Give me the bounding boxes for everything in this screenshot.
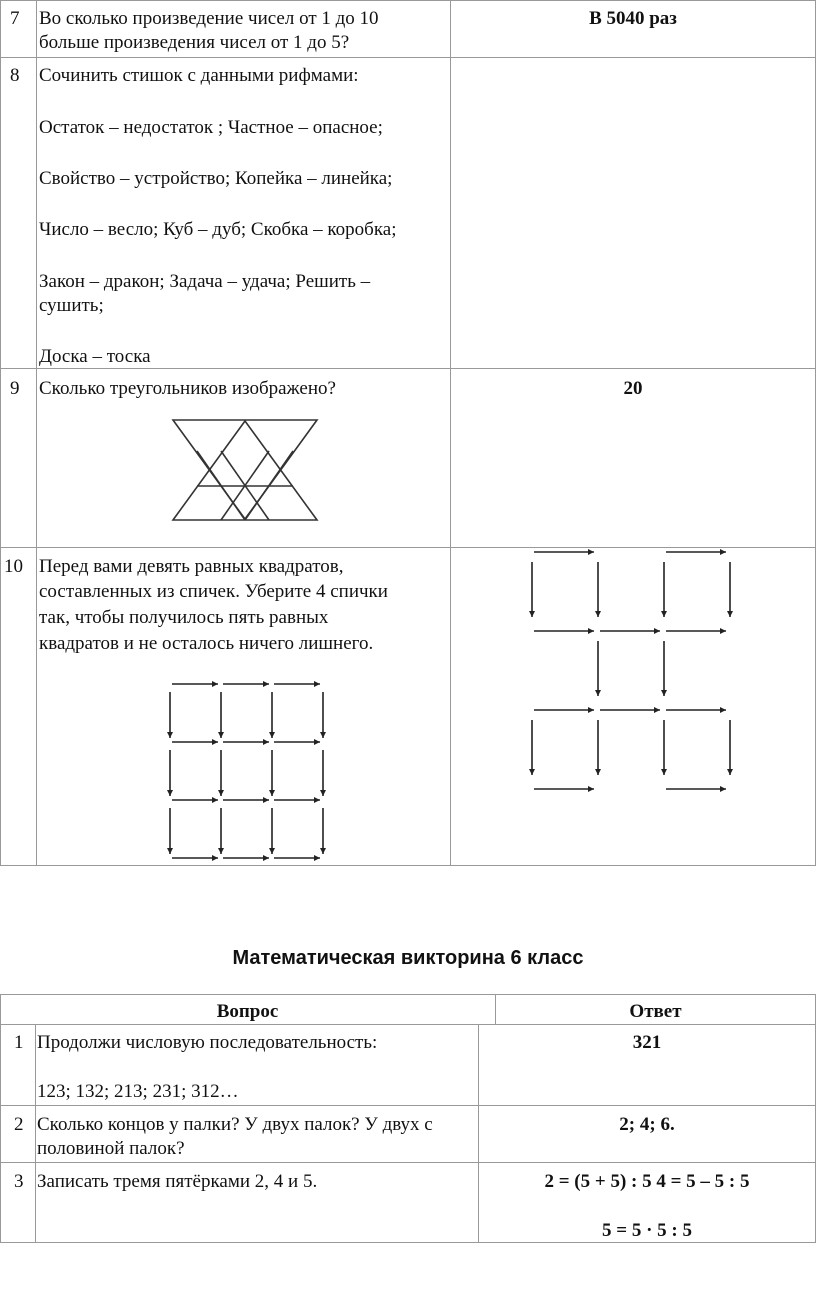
- matchstick: [320, 808, 326, 854]
- matchstick: [600, 628, 660, 634]
- matchstick: [529, 720, 535, 775]
- matchstick: [223, 681, 269, 687]
- section-title: Математическая викторина 6 класс: [232, 947, 584, 969]
- matchsticks-answer-figure: [520, 544, 750, 794]
- matchstick: [534, 786, 594, 792]
- question-text: квадратов и не осталось ничего лишнего.: [39, 633, 374, 654]
- rhyme-line: Остаток – недостаток ; Частное – опасное;: [39, 117, 383, 138]
- matchstick: [661, 641, 667, 696]
- matchstick: [172, 681, 218, 687]
- question-text: 123; 132; 213; 231; 312…: [37, 1081, 239, 1102]
- rhyme-line: Доска – тоска: [39, 346, 151, 367]
- row-number: 3: [14, 1171, 24, 1192]
- answer-text: 5 = 5 · 5 : 5: [602, 1220, 692, 1241]
- answer-text: 2 = (5 + 5) : 5 4 = 5 – 5 : 5: [544, 1171, 750, 1192]
- row-number: 7: [10, 8, 20, 29]
- matchstick: [218, 692, 224, 738]
- matchstick: [727, 720, 733, 775]
- matchstick: [274, 797, 320, 803]
- matchstick: [320, 692, 326, 738]
- matchstick: [320, 750, 326, 796]
- question-text: Записать тремя пятёрками 2, 4 и 5.: [37, 1171, 318, 1192]
- rhyme-line: Свойство – устройство; Копейка – линейка;: [39, 168, 393, 189]
- rhyme-line: Число – весло; Куб – дуб; Скобка – коробка;: [39, 219, 397, 240]
- matchstick: [172, 797, 218, 803]
- question-text: половиной палок?: [37, 1138, 185, 1159]
- matchstick: [529, 562, 535, 617]
- matchstick: [218, 750, 224, 796]
- answer-text: 321: [632, 1032, 662, 1053]
- matchstick: [269, 750, 275, 796]
- matchstick: [666, 549, 726, 555]
- matchstick: [274, 739, 320, 745]
- matchstick: [727, 562, 733, 617]
- question-text: так, чтобы получилось пять равных: [39, 607, 329, 628]
- matchstick: [600, 707, 660, 713]
- question-text: Во сколько произведение чисел от 1 до 10: [39, 8, 379, 29]
- answer-text: 2; 4; 6.: [619, 1114, 675, 1135]
- matchstick: [595, 641, 601, 696]
- row-number: 2: [14, 1114, 24, 1135]
- question-text: Сколько треугольников изображено?: [39, 378, 336, 399]
- question-text: Сочинить стишок с данными рифмами:: [39, 65, 359, 86]
- question-text: составленных из спичек. Уберите 4 спички: [39, 581, 388, 602]
- answer-text: В 5040 раз: [589, 8, 677, 29]
- matchstick: [274, 681, 320, 687]
- matchstick: [269, 808, 275, 854]
- row-number: 1: [14, 1032, 24, 1053]
- matchstick: [167, 808, 173, 854]
- matchstick: [223, 855, 269, 861]
- header-answer: Ответ: [629, 1001, 682, 1022]
- question-text: Перед вами девять равных квадратов,: [39, 556, 344, 577]
- row-number: 8: [10, 65, 20, 86]
- matchstick: [534, 549, 594, 555]
- matchstick: [218, 808, 224, 854]
- matchstick: [269, 692, 275, 738]
- question-text: Продолжи числовую последовательность:: [37, 1032, 378, 1053]
- matchstick: [167, 750, 173, 796]
- matchstick: [274, 855, 320, 861]
- question-text: больше произведения чисел от 1 до 5?: [39, 32, 350, 53]
- matchstick: [534, 628, 594, 634]
- matchsticks-grid-figure: [160, 676, 330, 866]
- matchstick: [223, 797, 269, 803]
- matchstick: [223, 739, 269, 745]
- matchstick: [595, 720, 601, 775]
- matchstick: [666, 628, 726, 634]
- matchstick: [666, 707, 726, 713]
- matchstick: [666, 786, 726, 792]
- answer-text: 20: [623, 378, 643, 399]
- row-number: 10: [4, 556, 23, 577]
- matchstick: [661, 562, 667, 617]
- triangles-figure: [160, 418, 330, 528]
- header-question: Вопрос: [216, 1001, 279, 1022]
- rhyme-line: сушить;: [39, 295, 104, 316]
- matchstick: [595, 562, 601, 617]
- question-text: Сколько концов у палки? У двух палок? У двух с: [37, 1114, 433, 1135]
- rhyme-line: Закон – дракон; Задача – удача; Решить –: [39, 271, 371, 292]
- matchstick: [534, 707, 594, 713]
- matchstick: [661, 720, 667, 775]
- matchstick: [167, 692, 173, 738]
- row-number: 9: [10, 378, 20, 399]
- matchstick: [172, 855, 218, 861]
- matchstick: [172, 739, 218, 745]
